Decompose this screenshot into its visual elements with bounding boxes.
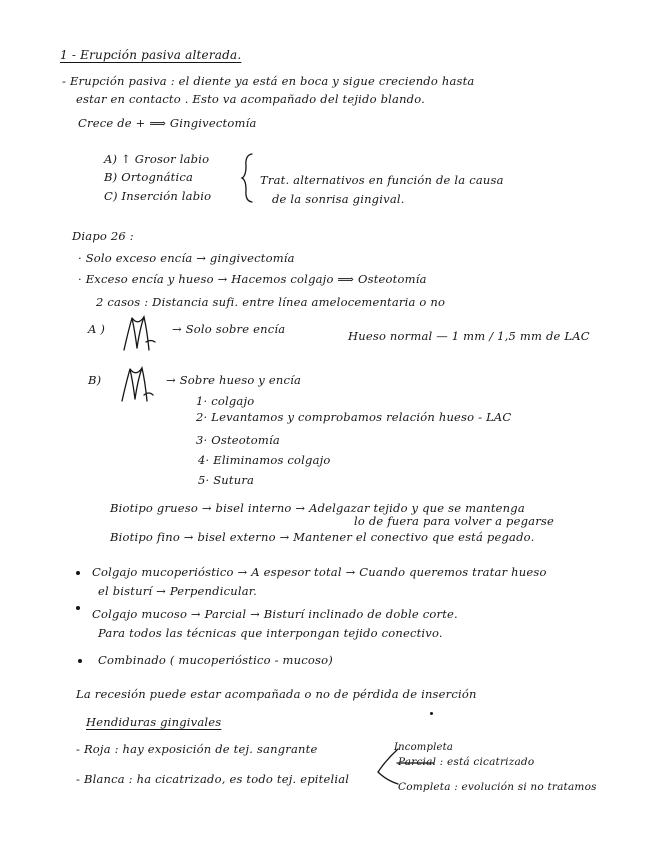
diapo-line-1: · Solo exceso encía → gingivectomía [78, 251, 295, 265]
curly-brace-icon [240, 152, 256, 204]
colgajo-combinado: Combinado ( mucoperióstico - mucoso) [98, 653, 333, 667]
step-4: 4· Eliminamos colgajo [198, 453, 331, 467]
biotipo-grueso: Biotipo grueso → bisel interno → Adelgazar tejido y que se mantenga [110, 501, 525, 515]
causes-note-2: de la sonrisa gingival. [272, 192, 405, 206]
strikethrough-mark [396, 761, 436, 765]
hendidura-roja: - Roja : hay exposición de tej. sangrante [76, 742, 318, 756]
hendidura-parcial: Parcial : está cicatrizado [398, 756, 535, 768]
diapo-line-2: · Exceso encía y hueso → Hacemos colgajo ⟹ Osteotomía [78, 272, 427, 286]
cause-item-a: A) ↑ Grosor labio [104, 152, 210, 166]
biotipo-fino: Biotipo fino → bisel externo → Mantener el conectivo que está pegado. [110, 530, 535, 544]
hendidura-blanca: - Blanca : ha cicatrizado, es todo tej. epitelial [76, 772, 350, 786]
step-5: 5· Sutura [198, 473, 255, 487]
case-b-text: → Sobre hueso y encía [166, 373, 302, 387]
case-a-label: A ) [88, 322, 106, 336]
case-a-note: Hueso normal — 1 mm / 1,5 mm de LAC [348, 329, 590, 343]
intro-line-3: Crece de + ⟹ Gingivectomía [78, 116, 257, 130]
colgajo-mucoso-1: Colgajo mucoso → Parcial → Bisturí inclinado de doble corte. [92, 607, 458, 621]
colgajo-mucoso-2: Para todos las técnicas que interpongan tejido conectivo. [98, 626, 443, 640]
biotipo-grueso-cont: lo de fuera para volver a pegarse [354, 514, 555, 528]
bullet-dot [76, 606, 80, 610]
step-2: 2· Levantamos y comprobamos relación hueso - LAC [196, 410, 512, 424]
hendidura-incompleta: Incompleta [394, 742, 453, 753]
bullet-dot [76, 571, 80, 575]
cause-item-c: C) Inserción labio [104, 189, 212, 203]
colgajo-muco-2: el bisturí → Perpendicular. [98, 584, 258, 598]
tooth-bone-sketch-icon [120, 365, 160, 403]
hendidura-completa: Completa : evolución si no tratamos [398, 781, 597, 793]
hendiduras-heading: Hendiduras gingivales [86, 715, 222, 729]
bullet-dot [78, 659, 82, 663]
case-a-text: → Solo sobre encía [172, 322, 286, 336]
diapo-line-3: 2 casos : Distancia sufi. entre línea amelocementaria o no [96, 295, 446, 309]
pen-speck [430, 712, 433, 715]
page-title: 1 - Erupción pasiva alterada. [60, 48, 242, 62]
recesion-note: La recesión puede estar acompañada o no de pérdida de inserción [76, 687, 477, 701]
cause-item-b: B) Ortognática [104, 170, 194, 184]
colgajo-muco-1: Colgajo mucoperióstico → A espesor total → Cuando queremos tratar hueso [92, 565, 547, 579]
case-b-label: B) [88, 373, 102, 387]
intro-line-1: - Erupción pasiva : el diente ya está en boca y sigue creciendo hasta [62, 74, 475, 88]
causes-note-1: Trat. alternativos en función de la causa [260, 173, 504, 187]
tooth-gingiva-sketch-icon [122, 314, 162, 352]
diapo-label: Diapo 26 : [72, 229, 134, 243]
step-3: 3· Osteotomía [196, 433, 280, 447]
step-1: 1· colgajo [196, 394, 255, 408]
intro-line-2: estar en contacto . Esto va acompañado del tejido blando. [76, 92, 426, 106]
